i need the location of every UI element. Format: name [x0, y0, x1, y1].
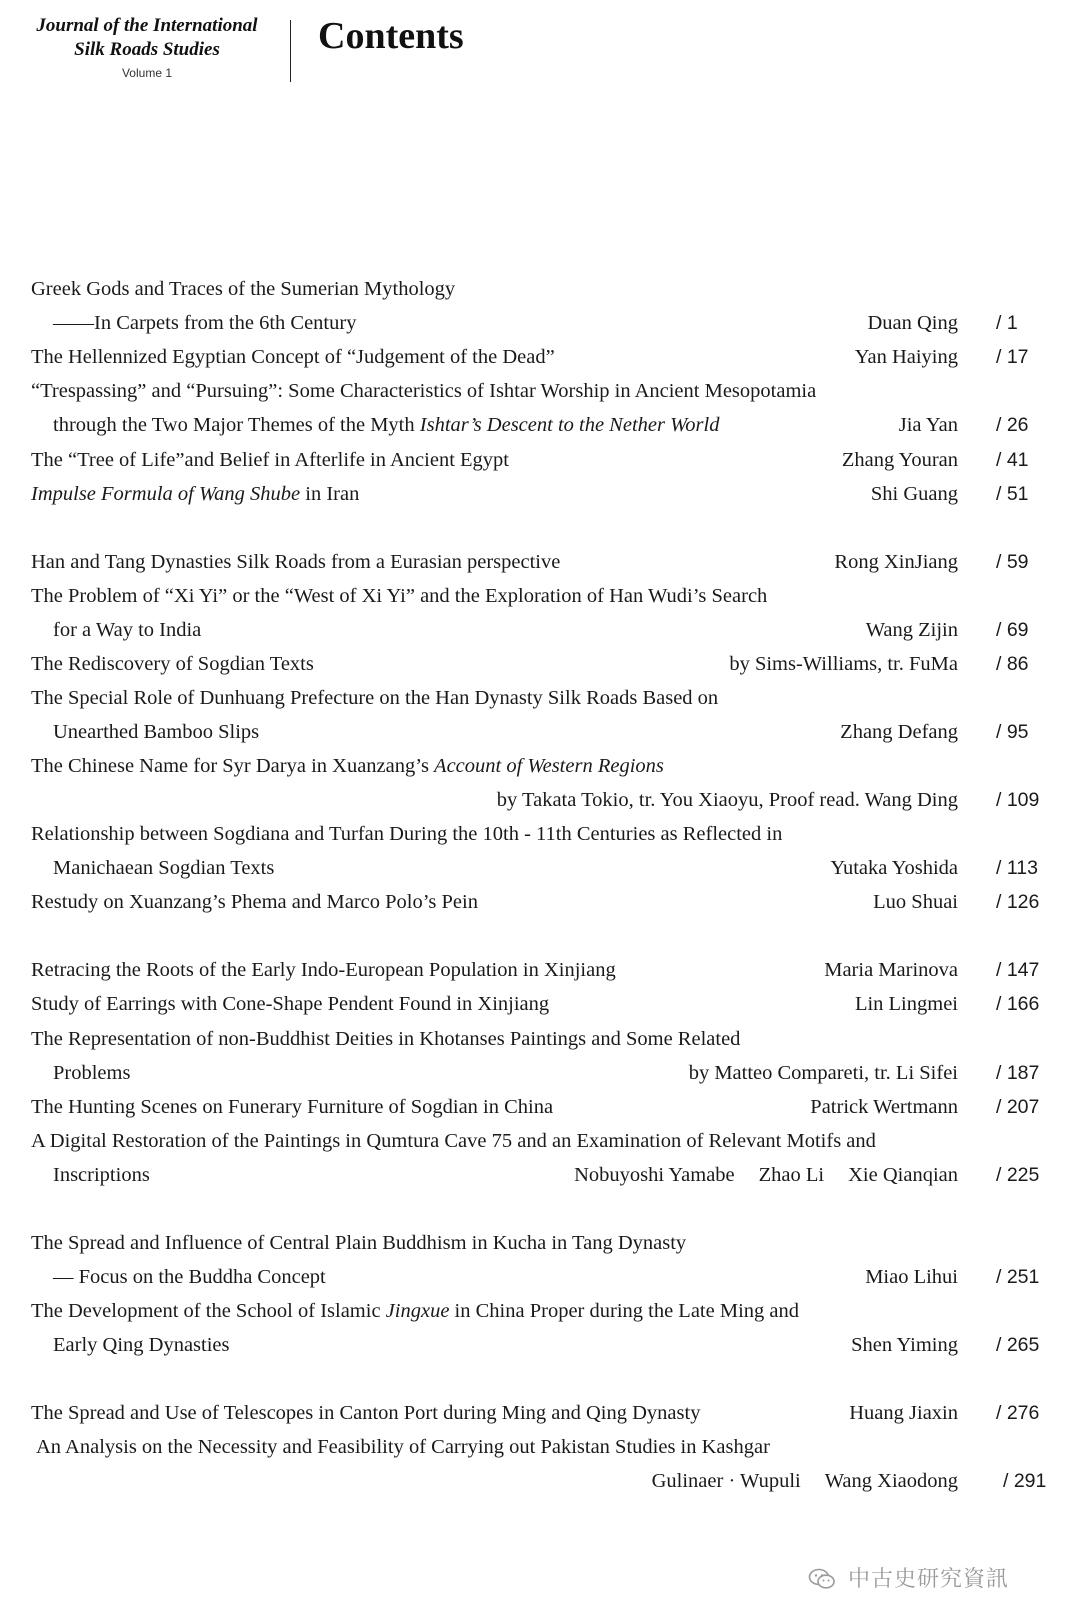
article-title-text: Unearthed Bamboo Slips — [53, 721, 260, 743]
toc-row — [0, 817, 1073, 851]
toc-row — [0, 647, 1073, 681]
article-title — [53, 1260, 326, 1294]
article-title — [31, 1396, 700, 1430]
page-number: / 251 — [996, 1266, 1040, 1288]
toc-row — [0, 1464, 1073, 1498]
article-author: Patrick Wertmann — [810, 1096, 958, 1118]
author-name: Zhao Li — [758, 1164, 825, 1186]
article-title-text: Han and Tang Dynasties Silk Roads from a Eurasian perspective — [31, 551, 561, 573]
article-title — [53, 1328, 230, 1362]
article-title-text: A Digital Restoration of the Paintings in Qumtura Cave 75 and an Examination of Relevant Motifs and — [31, 1130, 876, 1152]
watermark — [808, 1562, 1009, 1593]
page-number: / 41 — [996, 449, 1029, 471]
article-author — [574, 1158, 958, 1192]
article-title-italic: Jingxue — [385, 1300, 450, 1322]
toc-row — [0, 1294, 1073, 1328]
page-number: / 86 — [996, 653, 1029, 675]
article-author: Zhang Defang — [840, 721, 958, 743]
article-title-text: in China Proper during the Late Ming and — [449, 1300, 799, 1322]
author-name: Nobuyoshi Yamabe — [574, 1164, 735, 1186]
page-number: / 147 — [996, 959, 1040, 981]
journal-name-line-1: Journal of the International — [36, 15, 258, 36]
page-number: / 291 — [1003, 1470, 1047, 1492]
article-title-text: The Development of the School of Islamic — [31, 1300, 386, 1322]
page-number: / 69 — [996, 619, 1029, 641]
page-number: / 276 — [996, 1402, 1040, 1424]
toc-row — [0, 783, 1073, 817]
article-title — [31, 1124, 876, 1158]
toc-row — [0, 749, 1073, 783]
article-title — [53, 851, 274, 885]
article-author: Duan Qing — [867, 312, 958, 334]
article-title — [31, 987, 549, 1021]
toc-row — [0, 681, 1073, 715]
article-title-text: The Problem of “Xi Yi” or the “West of Xi Yi” and the Exploration of Han Wudi’s Search — [31, 585, 768, 607]
article-title-text: The Hellennized Egyptian Concept of “Judgement of the Dead” — [31, 346, 555, 368]
article-title-text: through the Two Major Themes of the Myth — [53, 414, 420, 436]
page-number: / 126 — [996, 891, 1040, 913]
toc-row — [0, 579, 1073, 613]
article-title — [53, 613, 201, 647]
article-author: by Takata Tokio, tr. You Xiaoyu, Proof read. Wang Ding — [496, 789, 958, 811]
page-number: / 166 — [996, 993, 1040, 1015]
article-title — [53, 1056, 130, 1090]
toc-row — [0, 613, 1073, 647]
article-title — [31, 1294, 799, 1328]
article-title-italic: Account of Western Regions — [434, 755, 664, 777]
article-title-text: The “Tree of Life”and Belief in Afterlife in Ancient Egypt — [31, 449, 509, 471]
article-title-italic: Ishtar’s Descent to the Nether World — [419, 414, 720, 436]
article-title-text: Problems — [53, 1062, 131, 1084]
article-author: Lin Lingmei — [854, 993, 958, 1015]
toc-row — [0, 340, 1073, 374]
article-title-text: Greek Gods and Traces of the Sumerian Mythology — [31, 278, 456, 300]
article-title-text: in Iran — [300, 483, 360, 505]
article-title-text: The Special Role of Dunhuang Prefecture on the Han Dynasty Silk Roads Based on — [31, 687, 719, 709]
article-title — [31, 885, 478, 919]
toc-row — [0, 443, 1073, 477]
toc-row — [0, 1124, 1073, 1158]
article-author: Rong XinJiang — [834, 551, 958, 573]
article-title — [31, 647, 314, 681]
toc-row — [0, 885, 1073, 919]
journal-name — [22, 14, 272, 62]
article-author: by Sims-Williams, tr. FuMa — [729, 653, 958, 675]
article-author: Zhang Youran — [841, 449, 958, 471]
toc-row — [0, 1328, 1073, 1362]
article-title-text: Retracing the Roots of the Early Indo-European Population in Xinjiang — [31, 959, 616, 981]
toc-row — [0, 1430, 1073, 1464]
toc-row — [0, 272, 1073, 306]
article-author: Yan Haiying — [854, 346, 958, 368]
watermark-text: 中古史研究資訊 — [848, 1567, 1010, 1592]
author-name: Gulinaer · Wupuli — [651, 1470, 801, 1492]
article-title — [53, 715, 259, 749]
article-title — [53, 408, 719, 442]
page-number: / 113 — [996, 857, 1038, 879]
article-title — [31, 1022, 740, 1056]
article-title — [53, 1158, 150, 1192]
article-title-text: ——In Carpets from the 6th Century — [53, 312, 357, 334]
article-title — [31, 1226, 686, 1260]
article-author: by Matteo Compareti, tr. Li Sifei — [688, 1062, 958, 1084]
toc-row — [0, 1022, 1073, 1056]
article-title — [31, 545, 560, 579]
article-author: Yutaka Yoshida — [830, 857, 958, 879]
toc-row — [0, 1260, 1073, 1294]
toc-row — [0, 1226, 1073, 1260]
toc-row — [0, 1158, 1073, 1192]
article-title-text: Relationship between Sogdiana and Turfan During the 10th - 11th Centuries as Reflected in — [31, 823, 783, 845]
toc-row — [0, 545, 1073, 579]
article-title-text: “Trespassing” and “Pursuing”: Some Characteristics of Ishtar Worship in Ancient Mesopotamia — [31, 380, 817, 402]
header-divider — [290, 20, 291, 82]
toc-row — [0, 1090, 1073, 1124]
journal-name-line-2: Silk Roads Studies — [74, 39, 220, 60]
article-title — [31, 579, 767, 613]
article-title — [31, 817, 782, 851]
article-author: Huang Jiaxin — [849, 1402, 958, 1424]
article-title — [31, 477, 359, 511]
article-author: Miao Lihui — [865, 1266, 958, 1288]
article-title — [36, 1430, 770, 1464]
article-title-text: The Representation of non-Buddhist Deities in Khotanses Paintings and Some Related — [31, 1028, 741, 1050]
article-title — [31, 1090, 553, 1124]
article-author: Maria Marinova — [824, 959, 958, 981]
article-title — [31, 272, 455, 306]
toc-row — [0, 408, 1073, 442]
page-number: / 26 — [996, 414, 1029, 436]
toc-row — [0, 374, 1073, 408]
article-title-text: The Spread and Use of Telescopes in Canton Port during Ming and Qing Dynasty — [31, 1402, 701, 1424]
article-author — [652, 1464, 958, 1498]
article-title-text: The Chinese Name for Syr Darya in Xuanzang’s — [31, 755, 435, 777]
toc-row — [0, 953, 1073, 987]
page-number: / 51 — [996, 483, 1029, 505]
toc-row — [0, 1396, 1073, 1430]
article-title-text: An Analysis on the Necessity and Feasibility of Carrying out Pakistan Studies in Kashgar — [36, 1436, 770, 1458]
article-author: Shen Yiming — [851, 1334, 958, 1356]
page-number: / 207 — [996, 1096, 1040, 1118]
article-title-italic: Impulse Formula of Wang Shube — [31, 483, 301, 505]
article-title-text: Early Qing Dynasties — [53, 1334, 230, 1356]
article-title — [31, 953, 616, 987]
article-author: Luo Shuai — [873, 891, 958, 913]
toc-row — [0, 1056, 1073, 1090]
article-title — [31, 749, 664, 783]
article-author: Wang Zijin — [865, 619, 958, 641]
page-number: / 109 — [996, 789, 1040, 811]
toc-row — [0, 306, 1073, 340]
article-title-text: Study of Earrings with Cone-Shape Pendent Found in Xinjiang — [31, 993, 550, 1015]
author-name: Wang Xiaodong — [824, 1470, 958, 1492]
toc-row — [0, 477, 1073, 511]
page-number: / 187 — [996, 1062, 1040, 1084]
page-number: / 265 — [996, 1334, 1040, 1356]
article-title — [31, 443, 509, 477]
article-title-text: Manichaean Sogdian Texts — [53, 857, 275, 879]
page-number: / 59 — [996, 551, 1029, 573]
article-author: Shi Guang — [870, 483, 958, 505]
toc-row — [0, 715, 1073, 749]
article-title-text: Restudy on Xuanzang’s Phema and Marco Polo’s Pein — [31, 891, 478, 913]
article-title — [31, 374, 816, 408]
page-title: Contents — [318, 15, 464, 57]
page-number: / 1 — [996, 312, 1018, 334]
toc-row — [0, 851, 1073, 885]
article-title-text: Inscriptions — [53, 1164, 150, 1186]
author-name: Xie Qianqian — [848, 1164, 958, 1186]
page-number: / 95 — [996, 721, 1029, 743]
article-title — [31, 681, 718, 715]
article-author: Jia Yan — [898, 414, 958, 436]
article-title-text: The Hunting Scenes on Funerary Furniture of Sogdian in China — [31, 1096, 554, 1118]
volume-label: Volume 1 — [121, 66, 173, 80]
article-title-text: for a Way to India — [53, 619, 202, 641]
page-number: / 17 — [996, 346, 1029, 368]
wechat-icon — [808, 1568, 836, 1590]
article-title-text: The Rediscovery of Sogdian Texts — [31, 653, 314, 675]
toc-row — [0, 987, 1073, 1021]
article-title-text: — Focus on the Buddha Concept — [53, 1266, 326, 1288]
article-title — [31, 340, 555, 374]
article-title-text: The Spread and Influence of Central Plain Buddhism in Kucha in Tang Dynasty — [31, 1232, 687, 1254]
article-title — [53, 306, 356, 340]
page-number: / 225 — [996, 1164, 1040, 1186]
